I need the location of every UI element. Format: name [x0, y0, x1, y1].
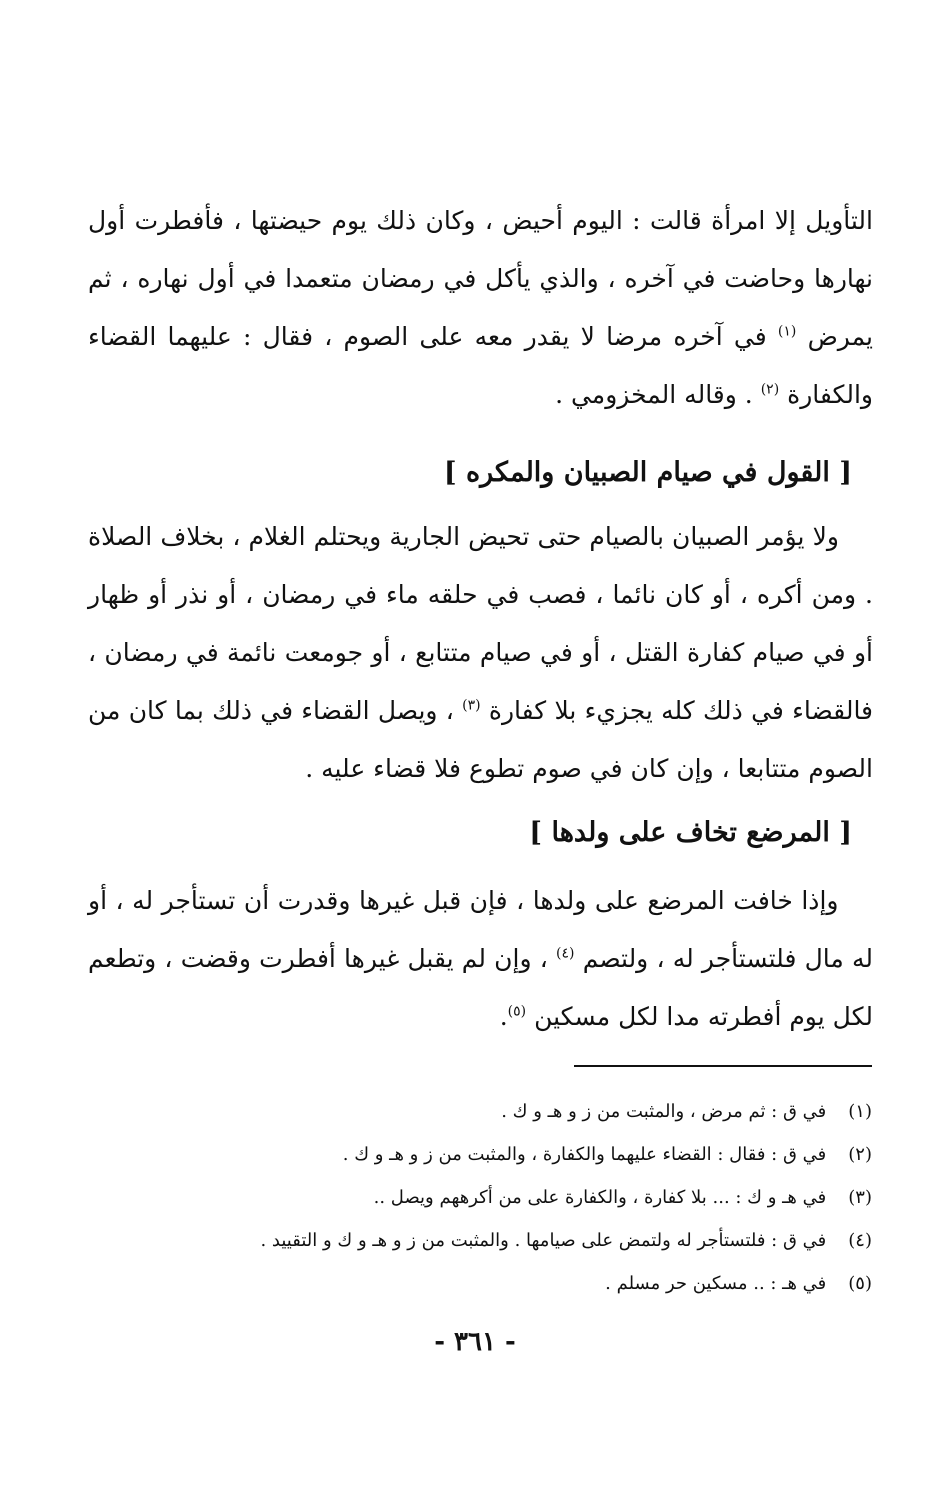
paragraph-2-line-2: ومن أكره ، أو كان نائما ، فصب في حلقه ماء في رمضان ، أو نذر أو ظهار أو في — [88, 580, 873, 667]
paragraph-3 — [88, 872, 873, 1046]
paragraph-1-line-4-end: . وقاله المخزومي . — [555, 380, 753, 409]
paragraph-3-line-3-start: يوم أفطرته مدا لكل مسكين — [534, 1002, 825, 1031]
footnote-number: (١) — [848, 1101, 872, 1122]
footnotes — [112, 1090, 872, 1305]
paragraph-1-line-2: نهارها وحاضت في آخره ، والذي يأكل في رمضان متعمدا في أول نهاره ، ثم — [88, 264, 873, 293]
paragraph-3-line-2-start: مال فلتستأجر له ، ولتصم — [582, 944, 844, 973]
paragraph-2-line-3: صيام كفارة القتل ، أو في صيام متتابع ، أو جومعت نائمة في رمضان ، فالقضاء في — [88, 638, 874, 725]
footnote-4 — [112, 1219, 872, 1262]
footnote-3 — [112, 1176, 872, 1219]
footnote-divider — [574, 1065, 872, 1067]
footnote-ref-1: (١) — [777, 323, 797, 340]
footnote-5 — [112, 1262, 872, 1305]
section-heading-nursing-mother: [ المرضع تخاف على ولدها ] — [529, 817, 852, 848]
paragraph-2-line-4-end: ، ويصل القضاء في ذلك بما كان من الصوم متتابعا ، — [88, 696, 873, 783]
paragraph-2-line-1: ولا يؤمر الصبيان بالصيام حتى تحيض الجارية ويحتلم الغلام ، بخلاف الصلاة . — [88, 522, 873, 609]
footnote-ref-3: (٣) — [462, 697, 481, 714]
footnote-number: (٥) — [848, 1273, 872, 1294]
footnote-ref-4: (٤) — [556, 945, 575, 962]
paragraph-3-line-3-end: . — [499, 1002, 508, 1031]
footnote-ref-2: (٢) — [760, 381, 780, 398]
footnote-text: في ق : ثم مرض ، والمثبت من ز و هـ و ك . — [501, 1101, 827, 1122]
footnote-number: (٣) — [848, 1187, 872, 1208]
footnote-number: (٢) — [848, 1144, 872, 1165]
paragraph-1-line-3-end: في آخره مرضا لا يقدر معه على الصوم ، فقال : عليهما القضاء — [88, 322, 767, 351]
footnote-text: في هـ و ك : ... بلا كفارة ، والكفارة على من أكرههم ويصل .. — [373, 1187, 827, 1208]
footnote-text: في هـ : .. مسكين حر مسلم . — [605, 1273, 827, 1294]
footnote-ref-5: (٥) — [507, 1003, 527, 1020]
paragraph-1-line-3-start: يمرض — [807, 322, 874, 351]
paragraph-1-line-4-start: والكفارة — [787, 380, 873, 409]
paragraph-2-line-5: وإن كان في صوم تطوع فلا قضاء عليه . — [305, 754, 714, 783]
paragraph-1-line-1: التأويل إلا امرأة قالت : اليوم أحيض ، وكان ذلك يوم حيضتها ، فأفطرت أول — [88, 206, 873, 235]
paragraph-2 — [88, 508, 873, 798]
footnote-text: في ق : فقال : القضاء عليهما والكفارة ، والمثبت من ز و هـ و ك . — [342, 1144, 827, 1165]
footnote-1 — [112, 1090, 872, 1133]
footnote-text: في ق : فلتستأجر له ولتمض على صيامها . والمثبت من ز و هـ و ك و التقييد . — [260, 1230, 827, 1251]
paragraph-3-line-2-end: ، وإن لم يقبل غيرها أفطرت وقضت ، وتطعم لكل — [88, 944, 873, 1031]
paragraph-1 — [88, 192, 873, 424]
paragraph-2-line-4-start: ذلك كله يجزيء بلا كفارة — [488, 696, 743, 725]
footnote-number: (٤) — [848, 1230, 872, 1251]
footnote-2 — [112, 1133, 872, 1176]
paragraph-3-line-1: وإذا خافت المرضع على ولدها ، فإن قبل غيرها وقدرت أن تستأجر له ، أو له — [88, 886, 873, 973]
page-number: - ٣٦١ - — [434, 1327, 516, 1357]
section-heading-children-and-coerced: [ القول في صيام الصبيان والمكره ] — [443, 457, 852, 488]
